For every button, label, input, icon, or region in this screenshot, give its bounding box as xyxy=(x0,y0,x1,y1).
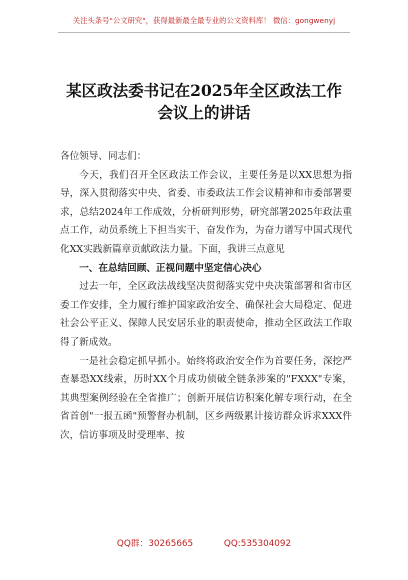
footer-contact xyxy=(0,536,408,549)
paragraph-intro: 今天，我们召开全区政法工作会议，主要任务是以XX思想为指导，深入贯彻落实中央、省委、市委政法工作会议精神和市委部署要求，总结2024年工作成效，分析研判形势，研究部署2025年政法重点工作，动员系统上下担当实干、奋发作为，为奋力谱写中国式现代化XX实践新篇章贡献政法力量。下面，我讲三点意见 xyxy=(60,169,352,255)
salutation: 各位领导、同志们： xyxy=(60,151,147,162)
paragraph-stability: 一是社会稳定抓早抓小。始终将政治安全作为首要任务，深挖严查暴恐XX线索，历时XX个月成功侦破全链条涉案的"FXXX"专案，其典型案例经验在全省推广；创新开展信访积案化解专项行动，在全省首创"一报五函"预警督办机制，区乡两级累计接访群众诉求XXX件次，信访事项及时受理率、按 xyxy=(60,355,352,441)
document-title-line-1: 某区政法委书记在2025年全区政法工作 xyxy=(66,81,342,100)
footer-qq-number: QQ:535304092 xyxy=(223,539,292,549)
paragraph-review: 过去一年，全区政法战线坚决贯彻落实党中央决策部署和省市区委工作安排，全力履行维护国家政治安全、确保社会大局稳定、促进社会公平正义、保障人民安居乐业的职责使命，推动全区政法工作取得了新成效。 xyxy=(60,281,352,348)
document-title-line-2: 会议上的讲话 xyxy=(157,103,251,122)
header-divider xyxy=(58,32,350,33)
document-title xyxy=(40,80,368,124)
header-banner: 关注头条号"公文研究"，获得最新最全最专业的公文资料库！ 微信：gongwenyj xyxy=(72,16,336,25)
section-heading-1: 一、在总结回顾、正视问题中坚定信心决心 xyxy=(79,262,262,274)
footer-qq-group: QQ群：30265665 xyxy=(116,539,194,549)
document-body xyxy=(60,148,352,446)
